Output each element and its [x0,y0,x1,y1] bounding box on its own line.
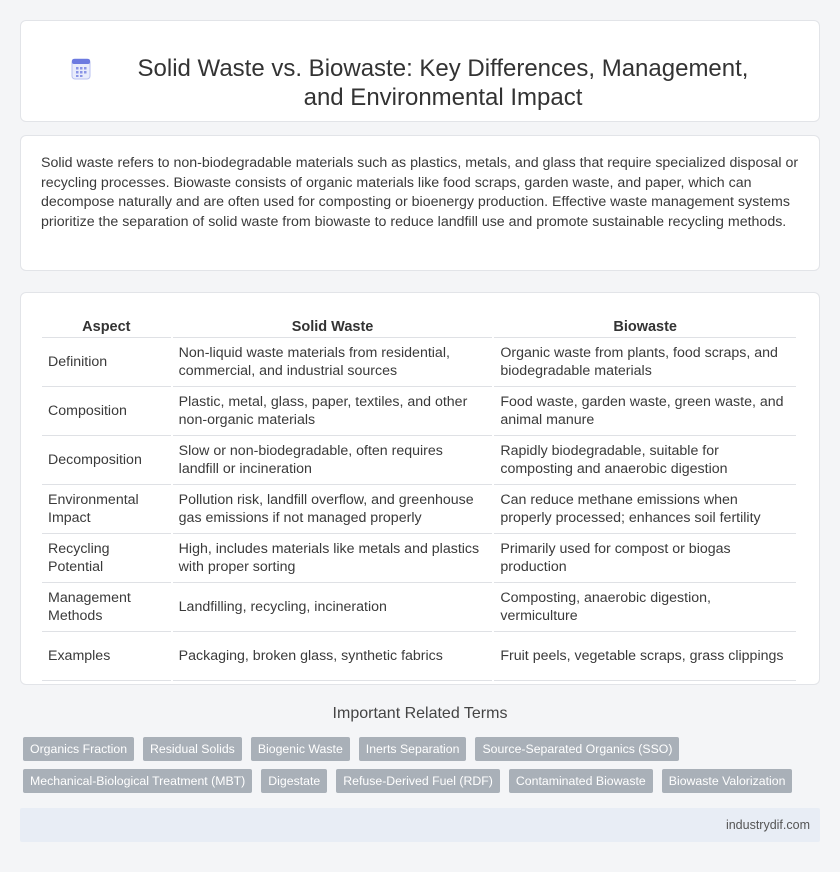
comparison-table [40,313,798,681]
column-header-solid-waste: Solid Waste [173,313,493,338]
row-solid-waste: Slow or non-biodegradable, often requires landfill or incineration [173,436,493,485]
column-header-biowaste: Biowaste [494,313,796,338]
footer-site-name[interactable]: industrydif.com [725,818,810,832]
tag-organics-fraction[interactable]: Organics Fraction [23,737,134,761]
table-row [42,534,796,583]
row-aspect: Environmental Impact [42,485,171,534]
intro-text: Solid waste refers to non-biodegradable materials such as plastics, metals, and glass that require specialized disposal or recycling processes. Biowaste consists of organic materials like food scraps, garden waste, and paper, which can decompose naturally and are often used for composting or bioenergy production. Effective waste management systems prioritize the separation of solid waste from biowaste to reduce landfill use and promote sustainable recycling methods. [41,155,799,230]
tag-refuse-derived-fuel[interactable]: Refuse-Derived Fuel (RDF) [336,769,500,793]
row-aspect: Decomposition [42,436,171,485]
row-aspect: Examples [42,632,171,681]
row-biowaste: Composting, anaerobic digestion, vermiculture [494,583,796,632]
row-biowaste: Food waste, garden waste, green waste, and animal manure [494,387,796,436]
table-row [42,632,796,681]
column-header-aspect: Aspect [42,313,171,338]
row-solid-waste: Landfilling, recycling, incineration [173,583,493,632]
row-solid-waste: High, includes materials like metals and plastics with proper sorting [173,534,493,583]
tag-row [23,737,813,761]
tag-biogenic-waste[interactable]: Biogenic Waste [251,737,350,761]
row-aspect: Composition [42,387,171,436]
comparison-table-card [20,292,820,685]
tag-row [23,769,813,793]
row-aspect: Definition [42,338,171,387]
row-solid-waste: Pollution risk, landfill overflow, and greenhouse gas emissions if not managed properly [173,485,493,534]
table-header-row [42,313,796,338]
tag-inerts-separation[interactable]: Inerts Separation [359,737,467,761]
tag-mechanical-biological-treatment[interactable]: Mechanical-Biological Treatment (MBT) [23,769,252,793]
row-aspect: Management Methods [42,583,171,632]
table-row [42,387,796,436]
tag-residual-solids[interactable]: Residual Solids [143,737,242,761]
tag-source-separated-organics[interactable]: Source-Separated Organics (SSO) [475,737,679,761]
footer [20,808,820,842]
row-biowaste: Rapidly biodegradable, suitable for composting and anaerobic digestion [494,436,796,485]
tag-biowaste-valorization[interactable]: Biowaste Valorization [662,769,793,793]
row-aspect: Recycling Potential [42,534,171,583]
row-biowaste: Primarily used for compost or biogas production [494,534,796,583]
related-terms-title: Important Related Terms [332,705,508,722]
intro-card [20,135,820,271]
row-solid-waste: Non-liquid waste materials from residential, commercial, and industrial sources [173,338,493,387]
header-card [20,20,820,122]
table-row [42,583,796,632]
tag-contaminated-biowaste[interactable]: Contaminated Biowaste [509,769,653,793]
row-biowaste: Organic waste from plants, food scraps, and biodegradable materials [494,338,796,387]
row-biowaste: Can reduce methane emissions when properly processed; enhances soil fertility [494,485,796,534]
document-icon [70,58,92,80]
table-row [42,485,796,534]
tag-digestate[interactable]: Digestate [261,769,327,793]
related-terms-tags [23,737,813,801]
row-biowaste: Fruit peels, vegetable scraps, grass clippings [494,632,796,681]
table-row [42,338,796,387]
row-solid-waste: Plastic, metal, glass, paper, textiles, and other non-organic materials [173,387,493,436]
page-title: Solid Waste vs. Biowaste: Key Differences, Management, and Environmental Impact [137,55,749,111]
table-row [42,436,796,485]
row-solid-waste: Packaging, broken glass, synthetic fabrics [173,632,493,681]
